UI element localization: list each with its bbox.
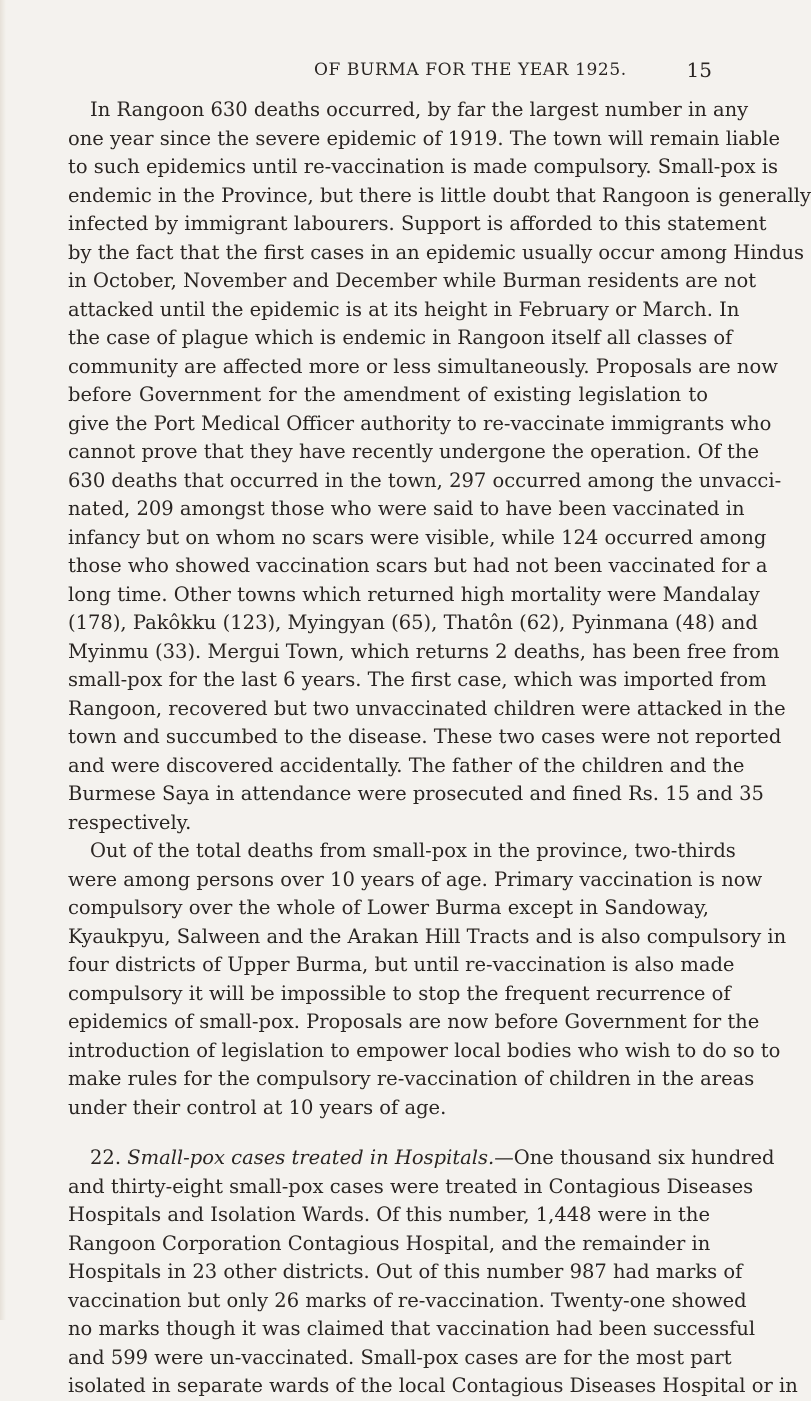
text-line: by the fact that the first cases in an epidemic usually occur among Hindus [68,240,805,264]
text-line: Rangoon, recovered but two unvaccinated children were attacked in the [68,696,786,720]
text-line: long time. Other towns which returned high mortality were Mandalay [68,582,760,606]
paragraph-age-distribution [68,837,787,1122]
paragraph-rangoon-deaths [68,96,811,837]
section-22-paragraph [68,1144,798,1401]
text-line: vaccination but only 26 marks of re-vaccination. Twenty-one showed [68,1288,747,1312]
text-line: cannot prove that they have recently undergone the operation. Of the [68,440,759,463]
page-header [92,50,712,90]
text-line: infected by immigrant labourers. Support is afforded to this statement [68,212,767,235]
text-line: (178), Pakôkku (123), Myingyan (65), Thatôn (62), Pyinmana (48) and [68,611,758,634]
text-line: community are affected more or less simultaneously. Proposals are now [68,354,778,378]
text-line: and 599 were un-vaccinated. Small-pox cases are for the most part [68,1345,732,1369]
text-line: Hospitals and Isolation Wards. Of this number, 1,448 were in the [68,1203,710,1226]
text-line: small-pox for the last 6 years. The first case, which was imported from [68,668,767,691]
text-line: Myinmu (33). Mergui Town, which returns 2 deaths, has been free from [68,639,780,663]
text-line: Out of the total deaths from small-pox in the province, two-thirds [90,839,736,862]
text-line: and thirty-eight small-pox cases were treated in Contagious Diseases [68,1174,754,1198]
text-line: respectively. [68,810,192,834]
text-line: were among persons over 10 years of age. Primary vaccination is now [68,867,763,891]
text-line: the case of plague which is endemic in Rangoon itself all classes of [68,326,733,349]
text-line: 630 deaths that occurred in the town, 297 occurred among the unvacci- [68,468,782,492]
text-line: Hospitals in 23 other districts. Out of this number 987 had marks of [68,1260,743,1283]
text-line: to such epidemics until re-vaccination is made compulsory. Small-pox is [68,155,779,178]
text-line: attacked until the epidemic is at its height in February or March. In [68,297,740,321]
section-gap [68,1122,708,1144]
page-edge-shadow [0,0,6,1320]
section-number: 22. [90,1146,122,1169]
text-line: Kyaukpyu, Salween and the Arakan Hill Tracts and is also compulsory in [68,924,787,948]
text-line: under their control at 10 years of age. [68,1095,447,1119]
text-line: one year since the severe epidemic of 1919. The town will remain liable [68,126,781,150]
text-line: isolated in separate wards of the local Contagious Diseases Hospital or in [68,1374,798,1397]
text-line: those who showed vaccination scars but had not been vaccinated for a [68,554,768,577]
section-heading: Small-pox cases treated in Hospitals. [127,1146,495,1169]
text-line [68,1144,775,1173]
running-title: OF BURMA FOR THE YEAR 1925. [314,60,627,80]
text-line: in October, November and December while Burman residents are not [68,269,757,292]
text-line: Rangoon Corporation Contagious Hospital, and the remainder in [68,1231,711,1255]
text-line: introduction of legislation to empower local bodies who wish to do so to [68,1038,781,1062]
page-number: 15 [686,58,712,82]
text-line: infancy but on whom no scars were visible, while 124 occurred among [68,525,767,549]
text-line: and were discovered accidentally. The father of the children and the [68,753,745,777]
text-line: nated, 209 amongst those who were said to have been vaccinated in [68,497,745,520]
text-line: town and succumbed to the disease. These two cases were not reported [68,725,782,748]
text-line: make rules for the compulsory re-vaccination of children in the areas [68,1067,755,1090]
body-text [68,96,811,1401]
text-line: give the Port Medical Officer authority to re-vaccinate immigrants who [68,411,772,435]
text-line: before Government for the amendment of existing legislation to [68,383,708,406]
text-line: epidemics of small-pox. Proposals are now before Government for the [68,1010,760,1033]
text-line: compulsory over the whole of Lower Burma except in Sandoway, [68,896,709,919]
text-line: no marks though it was claimed that vaccination had been successful [68,1317,756,1340]
section-heading-continuation: —One thousand six hundred [494,1146,775,1169]
text-line: Burmese Saya in attendance were prosecuted and fined Rs. 15 and 35 [68,782,764,805]
text-line: In Rangoon 630 deaths occurred, by far the largest number in any [90,98,749,121]
text-line: four districts of Upper Burma, but until re-vaccination is also made [68,953,735,976]
text-line: endemic in the Province, but there is little doubt that Rangoon is generally [68,183,811,207]
text-line: compulsory it will be impossible to stop the frequent recurrence of [68,981,731,1005]
